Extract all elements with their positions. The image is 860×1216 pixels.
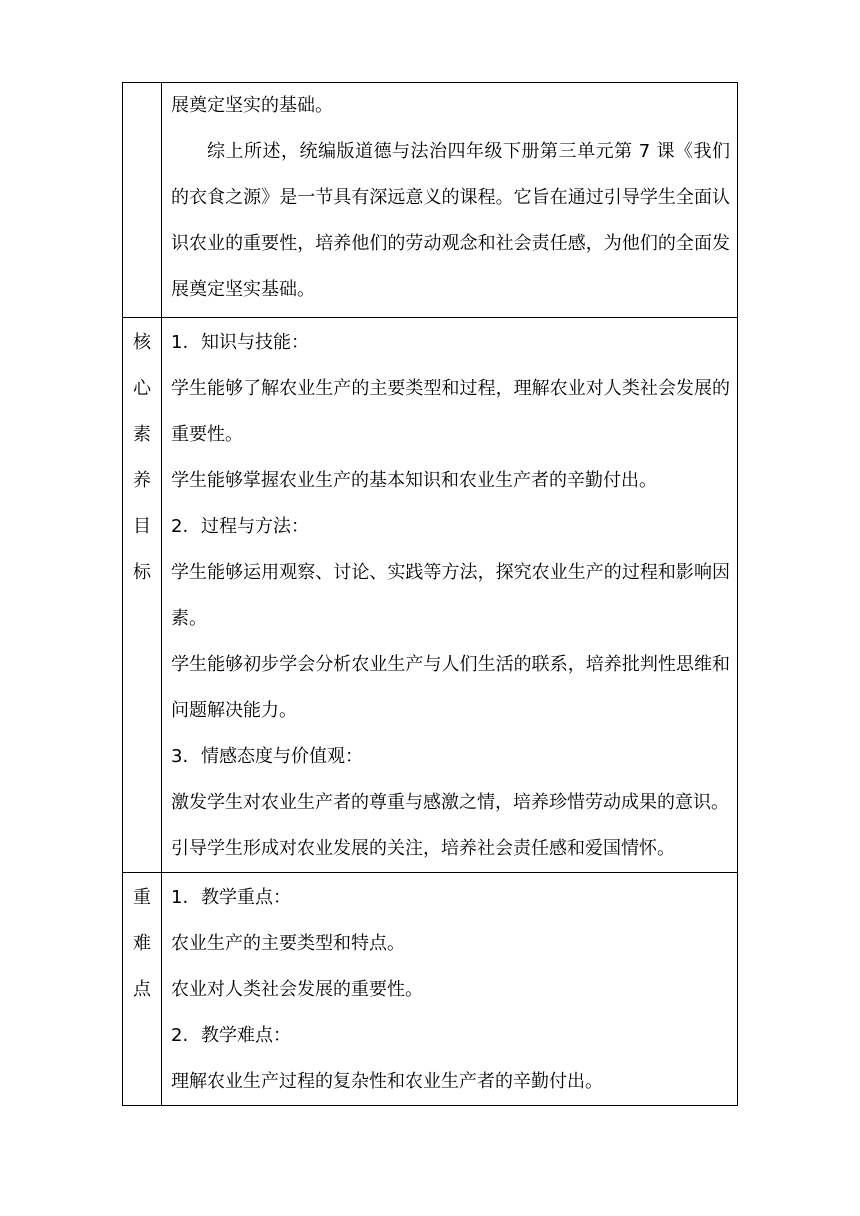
- label-char: 难: [133, 933, 151, 954]
- table-row-core-goals: [123, 318, 738, 873]
- key-point-heading: [171, 875, 730, 921]
- difficult-point-heading: [171, 1013, 730, 1059]
- summary-paragraph-continued: 展奠定坚实的基础。: [171, 95, 333, 116]
- label-char: 素: [133, 424, 151, 445]
- table-row-summary: [123, 83, 738, 318]
- goal-text: 学生能够掌握农业生产的基本知识和农业生产者的辛勤付出。: [171, 470, 657, 491]
- summary-content: [162, 83, 738, 318]
- label-char: 点: [133, 979, 151, 1000]
- item-heading: 情感态度与价值观：: [201, 746, 363, 767]
- label-char: 目: [133, 516, 151, 537]
- goal-text: 学生能够初步学会分析农业生产与人们生活的联系，培养批判性思维和问题解决能力。: [171, 654, 730, 721]
- goal-heading-knowledge: [171, 320, 730, 366]
- row-label-core-goals: [123, 318, 162, 873]
- goal-text: 学生能够运用观察、讨论、实践等方法，探究农业生产的过程和影响因素。: [171, 562, 730, 629]
- item-heading: 教学重点：: [201, 887, 291, 908]
- item-heading: 教学难点：: [201, 1025, 291, 1046]
- difficult-point-text: 理解农业生产过程的复杂性和农业生产者的辛勤付出。: [171, 1071, 603, 1092]
- row-label-key-points: [123, 873, 162, 1106]
- table-row-key-difficult-points: [123, 873, 738, 1106]
- key-point-text: 农业对人类社会发展的重要性。: [171, 979, 423, 1000]
- goal-text: 学生能够了解农业生产的主要类型和过程，理解农业对人类社会发展的重要性。: [171, 378, 730, 445]
- summary-paragraph: 综上所述，统编版道德与法治四年级下册第三单元第 7 课《我们的衣食之源》是一节具有深远意义的课程。它旨在通过引导学生全面认识农业的重要性，培养他们的劳动观念和社会责任感，为他们的全面发展奠定坚实基础。: [171, 141, 730, 300]
- label-char: 重: [133, 887, 151, 908]
- label-char: 标: [133, 562, 151, 583]
- item-heading: 过程与方法：: [201, 516, 309, 537]
- item-number: 3.: [171, 746, 189, 767]
- item-heading: 知识与技能：: [201, 332, 309, 353]
- goal-heading-process: [171, 504, 730, 550]
- core-goals-content: [162, 318, 738, 873]
- goal-text: 激发学生对农业生产者的尊重与感激之情，培养珍惜劳动成果的意识。: [171, 792, 729, 813]
- item-number: 2.: [171, 516, 189, 537]
- lesson-plan-table: [122, 82, 738, 1106]
- label-char: 养: [133, 470, 151, 491]
- item-number: 1.: [171, 887, 189, 908]
- key-point-text: 农业生产的主要类型和特点。: [171, 933, 405, 954]
- goal-heading-attitude: [171, 734, 730, 780]
- key-points-content: [162, 873, 738, 1106]
- item-number: 2.: [171, 1025, 189, 1046]
- goal-text: 引导学生形成对农业发展的关注，培养社会责任感和爱国情怀。: [171, 838, 675, 859]
- label-char: 核: [133, 332, 151, 353]
- item-number: 1.: [171, 332, 189, 353]
- label-char: 心: [133, 378, 151, 399]
- row-label-empty: [123, 83, 162, 318]
